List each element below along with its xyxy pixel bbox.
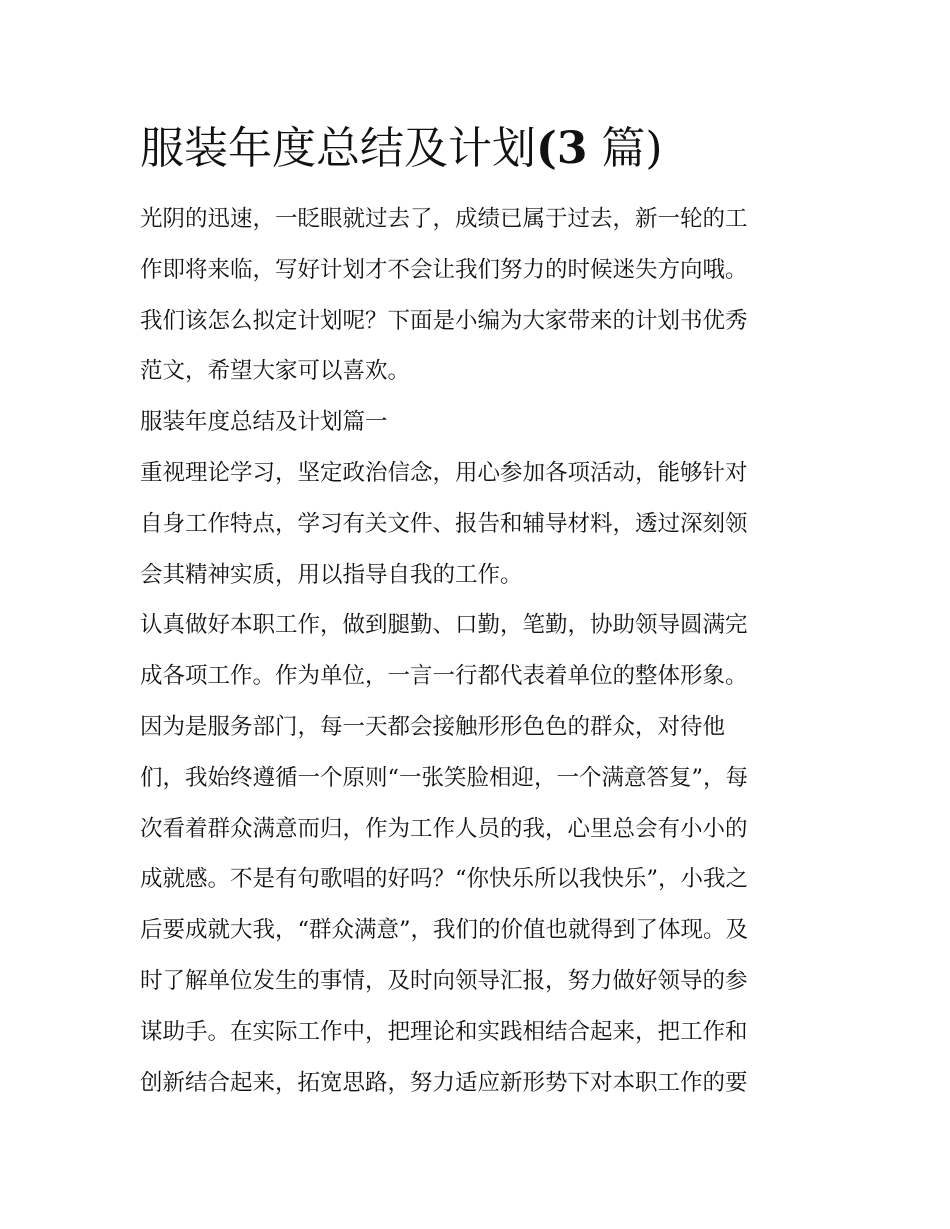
text-line: 自身工作特点，学习有关文件、报告和辅导材料，透过深刻领	[140, 510, 748, 537]
document-title	[140, 118, 812, 180]
text-line: 光阴的迅速，一眨眼就过去了，成绩已属于过去，新一轮的工	[140, 206, 748, 232]
text-line: 我们该怎么拟定计划呢？下面是小编为大家带来的计划书优秀	[140, 307, 748, 334]
section-heading: 服装年度总结及计划篇一	[140, 409, 388, 436]
text-line: 作即将来临，写好计划才不会让我们努力的时候迷失方向哦。	[140, 256, 748, 283]
title-text: 服装年度总结及计划	[140, 123, 536, 174]
title-count: (3	[536, 123, 588, 174]
document-content	[140, 118, 812, 1108]
text-line: 谋助手。在实际工作中，把理论和实践相结合起来，把工作和	[140, 1018, 748, 1045]
text-line: 因为是服务部门，每一天都会接触形形色色的群众，对待他	[140, 713, 726, 740]
title-suffix: 篇)	[587, 123, 663, 174]
text-line: 们，我始终遵循一个原则“一张笑脸相迎，一个满意答复”，每	[140, 764, 749, 791]
text-line: 重视理论学习，坚定政治信念，用心参加各项活动，能够针对	[140, 459, 748, 486]
text-line: 次看着群众满意而归，作为工作人员的我，心里总会有小小的	[140, 815, 748, 842]
text-line: 创新结合起来，拓宽思路，努力适应新形势下对本职工作的要	[140, 1069, 748, 1096]
text-line: 成就感。不是有句歌唱的好吗？“你快乐所以我快乐”，小我之	[140, 866, 749, 893]
text-line: 认真做好本职工作，做到腿勤、口勤，笔勤，协助领导圆满完	[140, 612, 748, 639]
text-line: 后要成就大我，“群众满意”，我们的价值也就得到了体现。及	[140, 917, 749, 944]
document-body	[140, 194, 812, 1108]
text-line: 成各项工作。作为单位，一言一行都代表着单位的整体形象。	[140, 663, 748, 690]
text-line: 范文，希望大家可以喜欢。	[140, 358, 411, 385]
text-line: 时了解单位发生的事情，及时向领导汇报，努力做好领导的参	[140, 967, 748, 994]
text-line: 会其精神实质，用以指导自我的工作。	[140, 561, 523, 588]
